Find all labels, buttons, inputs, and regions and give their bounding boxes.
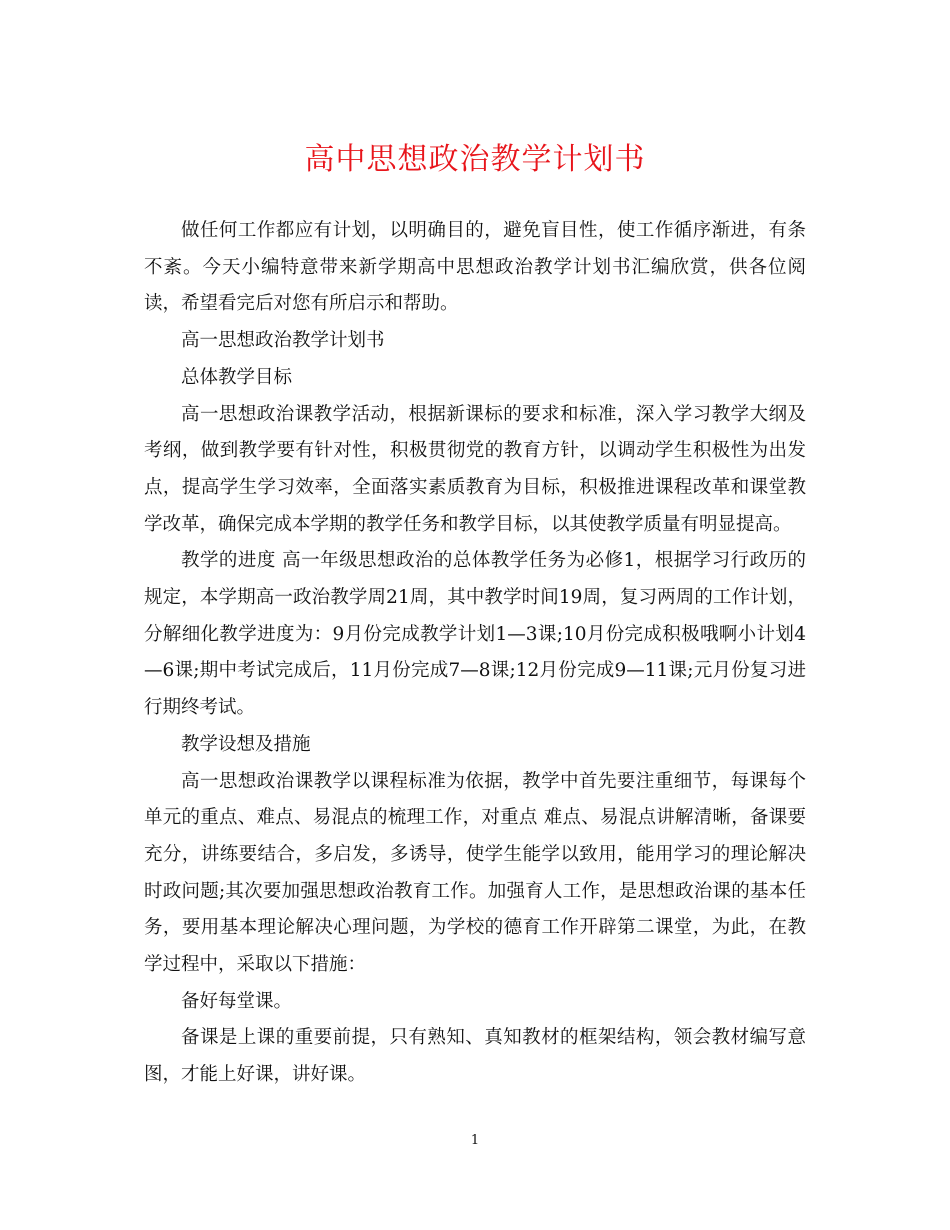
section-heading-measures: 教学设想及措施 — [181, 733, 311, 755]
progress-paragraph: 教学的进度 高一年级思想政治的总体教学任务为必修1，根据学习行政历的规定，本学期高一政治教学周21周，其中教学时间19周，复习两周的工作计划，分解细化教学进度为：9月份完成教学计划1—3课;10月份完成积极哦啊小计划4—6课;期中考试完成后，11月份完成7—8课;12月份完成9—11课;元月份复习进行期终考试。 — [144, 550, 806, 719]
document-body — [144, 213, 806, 1094]
section-heading-goals: 总体教学目标 — [181, 366, 293, 388]
measures-paragraph: 高一思想政治课教学以课程标准为依据，教学中首先要注重细节，每课每个单元的重点、难点、易混点的梳理工作，对重点 难点、易混点讲解清晰，备课要充分，讲练要结合，多启发，多诱导，使学生能学以致用，能用学习的理论解决时政问题;其次要加强思想政治教育工作。加强育人工作，是思想政治课的基本任务，要用基本理论解决心理问题，为学校的德育工作开辟第二课堂，为此，在教学过程中，采取以下措施： — [144, 770, 806, 976]
page-number: 1 — [470, 1133, 480, 1148]
prepare-paragraph: 备课是上课的重要前提，只有熟知、真知教材的框架结构，领会教材编写意图，才能上好课，讲好课。 — [144, 1027, 806, 1086]
section-heading-plan: 高一思想政治教学计划书 — [181, 330, 385, 352]
goals-paragraph: 高一思想政治课教学活动，根据新课标的要求和标准，深入学习教学大纲及考纲，做到教学要有针对性，积极贯彻党的教育方针，以调动学生积极性为出发点，提高学生学习效率，全面落实素质教育为目标，积极推进课程改革和课堂教学改革，确保完成本学期的教学任务和教学目标，以其使教学质量有明显提高。 — [144, 403, 806, 535]
section-heading-prepare: 备好每堂课。 — [181, 990, 293, 1012]
document-title: 高中思想政治教学计划书 — [304, 142, 646, 177]
intro-paragraph: 做任何工作都应有计划，以明确目的，避免盲目性，使工作循序渐进，有条不紊。今天小编特意带来新学期高中思想政治教学计划书汇编欣赏，供各位阅读，希望看完后对您有所启示和帮助。 — [144, 220, 806, 315]
